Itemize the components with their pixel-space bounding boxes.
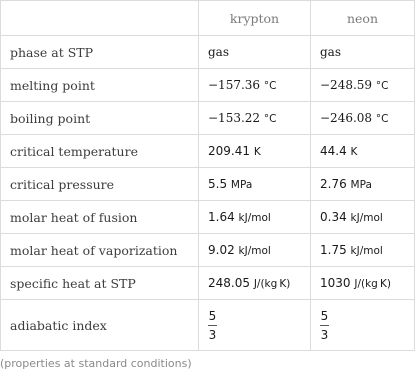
row-label: adiabatic index <box>1 300 199 351</box>
row-label: specific heat at STP <box>1 267 199 300</box>
value-unit: kJ/mol <box>238 212 271 224</box>
neon-value <box>311 300 415 351</box>
value-number: gas <box>320 45 341 59</box>
value-unit: MPa <box>230 179 253 191</box>
value-number: 248.05 <box>208 276 250 290</box>
value-number: 9.02 <box>208 243 235 257</box>
value-unit: MPa <box>350 179 372 191</box>
header-krypton: krypton <box>199 1 311 36</box>
value-unit: J/(kg K) <box>253 278 291 290</box>
value-unit: °C <box>375 80 389 92</box>
neon-value <box>311 36 415 69</box>
fraction-numerator: 5 <box>320 308 329 323</box>
value-unit: kJ/mol <box>238 245 271 257</box>
value-number: −157.36 <box>208 78 261 92</box>
value-unit: °C <box>263 80 277 92</box>
value-unit: kJ/mol <box>350 212 383 224</box>
value-number: −246.08 <box>320 111 373 125</box>
krypton-value <box>199 267 311 300</box>
neon-value <box>311 102 415 135</box>
fraction-numerator: 5 <box>208 308 217 323</box>
header-empty-cell <box>1 1 199 36</box>
value-number: 1.64 <box>208 210 235 224</box>
table-row <box>1 168 415 201</box>
value-number: 1.75 <box>320 243 347 257</box>
row-label: molar heat of fusion <box>1 201 199 234</box>
krypton-value <box>199 135 311 168</box>
value-unit: K <box>350 146 358 158</box>
value-number: 5.5 <box>208 177 228 191</box>
table-row <box>1 102 415 135</box>
neon-value <box>311 234 415 267</box>
value-unit: °C <box>263 113 277 125</box>
fraction-denominator: 3 <box>320 327 329 342</box>
neon-value <box>311 201 415 234</box>
table-row <box>1 267 415 300</box>
value-number: 2.76 <box>320 177 347 191</box>
row-label: phase at STP <box>1 36 199 69</box>
row-label: critical pressure <box>1 168 199 201</box>
table-row <box>1 36 415 69</box>
value-number: −153.22 <box>208 111 261 125</box>
header-neon: neon <box>311 1 415 36</box>
value-unit: kJ/mol <box>350 245 383 257</box>
row-label: molar heat of vaporization <box>1 234 199 267</box>
krypton-value <box>199 201 311 234</box>
footnote: (properties at standard conditions) <box>0 357 192 370</box>
krypton-value <box>199 36 311 69</box>
value-unit: J/(kg K) <box>354 278 391 290</box>
fraction <box>320 309 329 342</box>
table-header-row <box>1 1 415 36</box>
value-unit: K <box>253 146 261 158</box>
krypton-value <box>199 69 311 102</box>
value-number: 44.4 <box>320 144 347 158</box>
row-label: melting point <box>1 69 199 102</box>
krypton-value <box>199 300 311 351</box>
value-number: 209.41 <box>208 144 250 158</box>
neon-value <box>311 69 415 102</box>
krypton-value <box>199 102 311 135</box>
neon-value <box>311 267 415 300</box>
table-row <box>1 234 415 267</box>
row-label: boiling point <box>1 102 199 135</box>
row-label: critical temperature <box>1 135 199 168</box>
fraction-denominator: 3 <box>208 327 217 342</box>
neon-value <box>311 168 415 201</box>
value-number: −248.59 <box>320 78 373 92</box>
value-number: 0.34 <box>320 210 347 224</box>
fraction <box>208 309 217 342</box>
table-row <box>1 300 415 351</box>
neon-value <box>311 135 415 168</box>
table-row <box>1 69 415 102</box>
value-number: 1030 <box>320 276 351 290</box>
table-row <box>1 201 415 234</box>
value-number: gas <box>208 45 229 59</box>
value-unit: °C <box>375 113 389 125</box>
fraction-bar <box>208 325 217 326</box>
table-row <box>1 135 415 168</box>
krypton-value <box>199 234 311 267</box>
krypton-value <box>199 168 311 201</box>
fraction-bar <box>320 325 329 326</box>
